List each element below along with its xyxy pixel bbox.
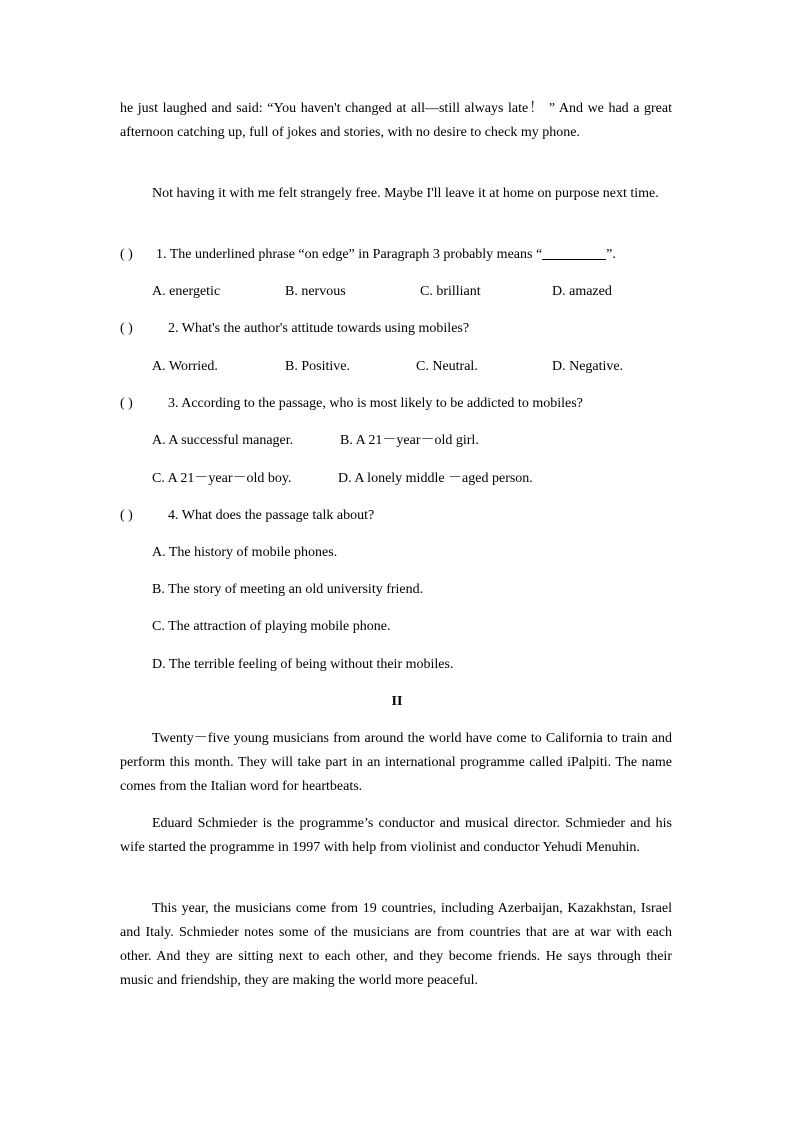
passage-paragraph: This year, the musicians come from 19 countries, including Azerbaijan, Kazakhstan, Israel and Italy. Schmieder notes some of the musicians are from countries that are at war with each other. And they are sitting next to each other, and they become friends. He says through their music and friendship, they are making the world more peaceful. bbox=[120, 901, 672, 988]
answer-bracket[interactable]: ( ) bbox=[120, 396, 133, 411]
passage-paragraph: Eduard Schmieder is the programme’s conductor and musical director. Schmieder and his wife started the programme in 1997 with help from violinist and conductor Yehudi Menuhin. bbox=[120, 816, 672, 855]
answer-bracket[interactable]: ( ) bbox=[120, 321, 133, 336]
section-heading: II bbox=[391, 694, 403, 709]
option-b: B. The story of meeting an old university friend. bbox=[152, 582, 424, 597]
option-d: D. amazed bbox=[552, 284, 612, 299]
passage-paragraph: Not having it with me felt strangely free. Maybe I'll leave it at home on purpose next time. bbox=[152, 186, 659, 201]
question-text: 1. The underlined phrase “on edge” in Paragraph 3 probably means “ bbox=[156, 247, 543, 262]
passage-paragraph: he just laughed and said: “You haven't changed at all—still always late！ ” And we had a great afternoon catching up, full of jokes and stories, with no desire to check my phone. bbox=[120, 101, 672, 140]
option-a: A. A successful manager. bbox=[152, 433, 294, 448]
option-c: C. The attraction of playing mobile phone. bbox=[152, 619, 391, 634]
option-c: C. brilliant bbox=[420, 284, 481, 299]
option-b: B. nervous bbox=[285, 284, 346, 299]
question-4 bbox=[120, 506, 374, 526]
question-3 bbox=[120, 394, 583, 414]
option-d: D. A lonely middle －aged person. bbox=[338, 471, 533, 486]
answer-blank[interactable] bbox=[542, 245, 606, 260]
option-b: B. Positive. bbox=[285, 359, 350, 374]
answer-bracket[interactable]: ( ) bbox=[120, 508, 133, 523]
option-d: D. Negative. bbox=[552, 359, 624, 374]
option-b: B. A 21－year－old girl. bbox=[340, 433, 479, 448]
option-c: C. Neutral. bbox=[416, 359, 478, 374]
option-a: A. The history of mobile phones. bbox=[152, 545, 338, 560]
question-text: 4. What does the passage talk about? bbox=[168, 508, 375, 523]
question-2 bbox=[120, 319, 469, 339]
option-a: A. Worried. bbox=[152, 359, 218, 374]
answer-bracket[interactable]: ( ) bbox=[120, 247, 133, 262]
passage-paragraph: Twenty－five young musicians from around the world have come to California to train and perform this month. They will take part in an international programme called iPalpiti. The name comes from the Italian word for heartbeats. bbox=[120, 731, 672, 794]
option-c: C. A 21－year－old boy. bbox=[152, 471, 292, 486]
question-text: 3. According to the passage, who is most likely to be addicted to mobiles? bbox=[168, 396, 583, 411]
question-text-end: ”. bbox=[606, 247, 616, 262]
question-text: 2. What's the author's attitude towards using mobiles? bbox=[168, 321, 470, 336]
question-1 bbox=[120, 245, 616, 265]
option-a: A. energetic bbox=[152, 284, 221, 299]
option-d: D. The terrible feeling of being without their mobiles. bbox=[152, 657, 454, 672]
